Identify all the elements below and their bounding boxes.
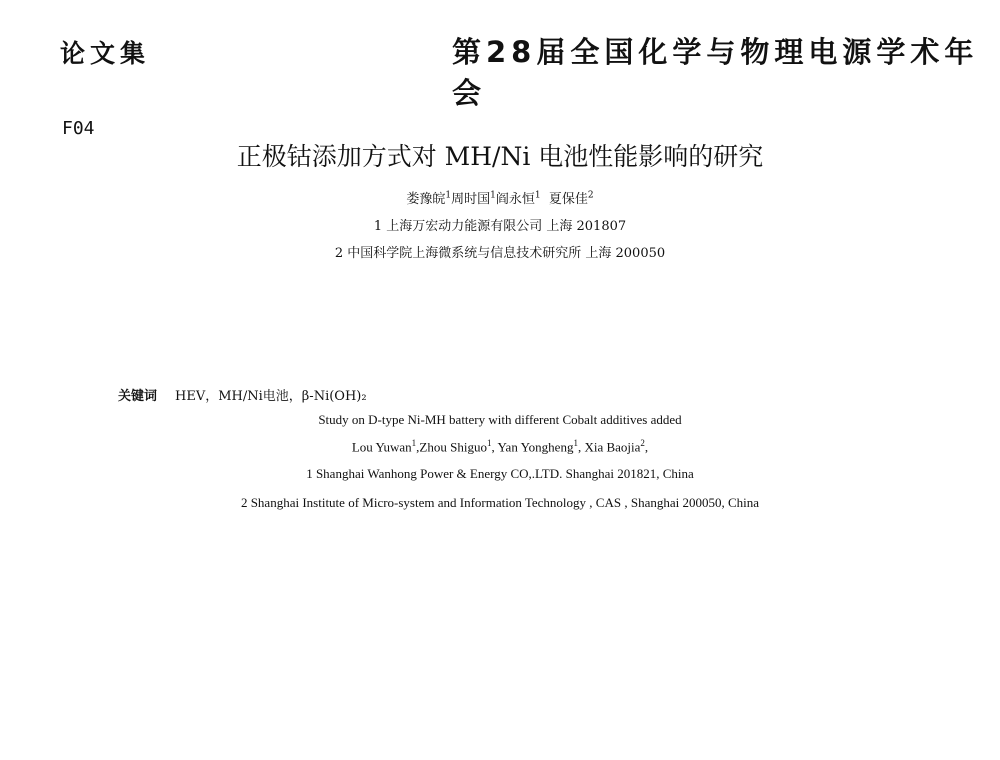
affiliation-cn-1: 1 上海万宏动力能源有限公司 上海 201807 [373,219,627,234]
author-en: , Xia Baojia [577,439,641,455]
author-en-tail: , [644,439,649,455]
affiliation-en-1: 1 Shanghai Wanhong Power & Energy CO,.LTD. Shanghai 201821, China [306,466,694,481]
keywords-label: 关键词 [118,389,158,404]
affil-mark: 1 [445,190,452,201]
author-cn: 夏保佳 [548,192,588,207]
conference-title: 第28届全国化学与物理电源学术年会 [452,35,979,110]
journal-label: 论文集 [60,39,151,68]
paper-title-cn: 正极钴添加方式对 MH/Ni 电池性能影响的研究 [236,142,764,171]
author-en: , Yan Yongheng [491,439,574,455]
affil-mark: 2 [640,438,645,448]
authors-cn [0,188,1000,207]
author-cn: 阎永恒 [495,192,535,207]
affil-mark: 1 [486,438,492,448]
author-cn: 周时国 [451,192,491,207]
keywords-text: HEV，MH/Ni电池，β-Ni(OH)₂ [175,389,367,404]
affil-mark: 1 [490,190,496,201]
affil-mark: 1 [573,438,578,448]
keywords-cn [118,385,367,404]
affil-mark: 1 [411,438,417,448]
author-cn: 娄豫皖 [406,192,446,207]
paper-title-en: Study on D-type Ni-MH battery with different Cobalt additives added [318,412,682,427]
affiliation-en-2: 2 Shanghai Institute of Micro-system and Information Technology , CAS , Shanghai 200050, China [240,495,760,510]
paper-code: F04 [62,118,95,139]
affil-mark: 2 [587,190,594,201]
affil-mark: 1 [534,190,541,201]
author-en: Lou Yuwan [351,439,412,455]
authors-en [0,438,1000,455]
affiliation-cn-2: 2 中国科学院上海微系统与信息技术研究所 上海 200050 [334,246,666,261]
author-en: ,Zhou Shiguo [416,439,487,455]
